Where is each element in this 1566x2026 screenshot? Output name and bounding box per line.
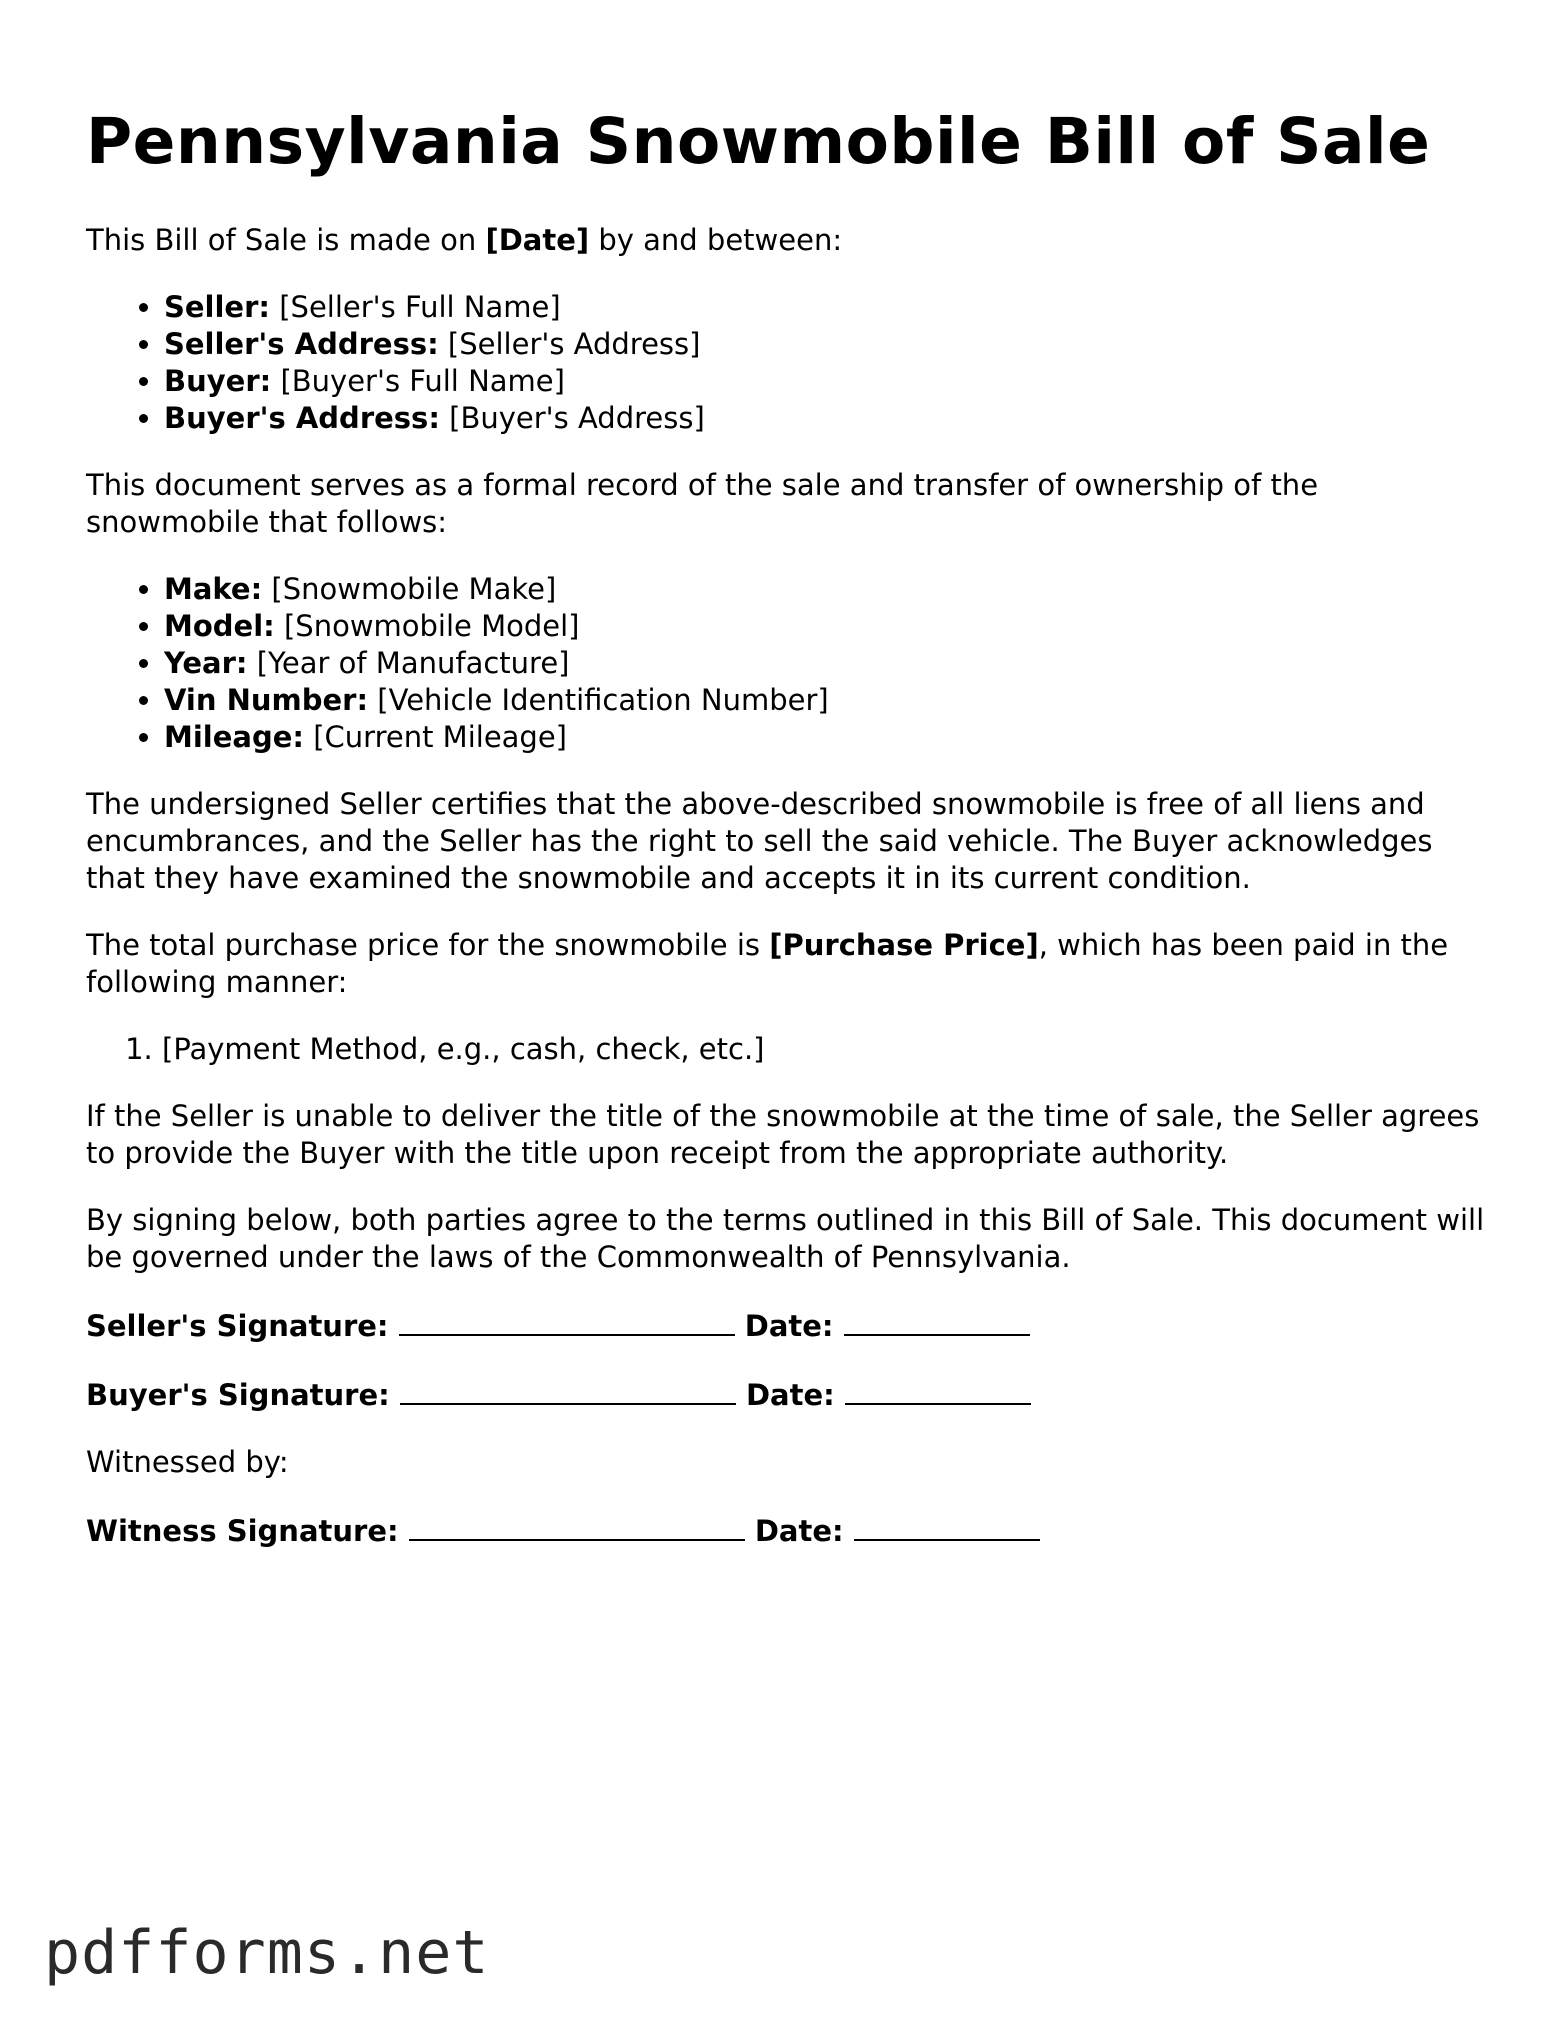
seller-date-label: Date:: [744, 1308, 834, 1343]
vin-value: [Vehicle Identification Number]: [368, 682, 829, 717]
model-label: Model:: [164, 608, 275, 643]
list-item: [164, 682, 1486, 719]
list-item: [164, 571, 1486, 608]
witness-signature-line[interactable]: [409, 1511, 745, 1541]
witness-signature-row: [86, 1511, 1486, 1550]
document-page: [86, 104, 1486, 1580]
list-item: [164, 363, 1486, 400]
seller-address-value: [Seller's Address]: [438, 326, 701, 361]
list-item: 1. [Payment Method, e.g., cash, check, etc.]: [162, 1031, 1486, 1068]
seller-signature-label: Seller's Signature:: [86, 1308, 389, 1343]
intro-suffix: by and between:: [589, 222, 843, 257]
list-item: [164, 608, 1486, 645]
seller-signature-line[interactable]: [399, 1306, 735, 1336]
model-value: [Snowmobile Model]: [274, 608, 580, 643]
title-delivery-paragraph: If the Seller is unable to deliver the title of the snowmobile at the time of sale, the Seller agrees to provide the Buyer with the title upon receipt from the appropriate authority.: [86, 1098, 1480, 1170]
price-placeholder: [Purchase Price]: [769, 927, 1039, 962]
year-value: [Year of Manufacture]: [247, 645, 570, 680]
intro-paragraph: [86, 222, 1486, 259]
list-item: [164, 400, 1486, 437]
vehicle-list: [86, 571, 1486, 756]
price-suffix: , which has been paid in the following manner:: [86, 927, 1449, 999]
price-prefix: The total purchase price for the snowmobile is: [86, 927, 770, 962]
make-label: Make:: [164, 571, 263, 606]
buyer-address-value: [Buyer's Address]: [439, 400, 705, 435]
buyer-date-line[interactable]: [845, 1375, 1031, 1405]
list-item: [164, 289, 1486, 326]
mileage-value: [Current Mileage]: [304, 719, 567, 754]
document-title: Pennsylvania Snowmobile Bill of Sale: [86, 105, 1431, 178]
buyer-label: Buyer:: [164, 363, 272, 398]
list-item: [164, 326, 1486, 363]
buyer-address-label: Buyer's Address:: [164, 400, 440, 435]
list-item: [164, 719, 1486, 756]
payment-list: [86, 1031, 1486, 1068]
buyer-value: [Buyer's Full Name]: [271, 363, 565, 398]
parties-list: [86, 289, 1486, 437]
seller-address-label: Seller's Address:: [164, 326, 439, 361]
mileage-label: Mileage:: [164, 719, 305, 754]
record-statement: This document serves as a formal record of the sale and transfer of ownership of the snowmobile that follows:: [86, 467, 1319, 539]
vin-label: Vin Number:: [164, 682, 369, 717]
year-label: Year:: [164, 645, 248, 680]
buyer-signature-label: Buyer's Signature:: [86, 1377, 390, 1412]
certification-paragraph: The undersigned Seller certifies that the above-described snowmobile is free of all liens and encumbrances, and the Seller has the right to sell the said vehicle. The Buyer acknowledges that they have examined the snowmobile and accepts it in its current condition.: [86, 786, 1433, 895]
witnessed-by: Witnessed by:: [86, 1444, 289, 1479]
seller-signature-row: [86, 1306, 1486, 1345]
seller-date-line[interactable]: [844, 1306, 1030, 1336]
witness-signature-label: Witness Signature:: [86, 1513, 399, 1548]
witness-date-line[interactable]: [854, 1511, 1040, 1541]
make-value: [Snowmobile Make]: [262, 571, 557, 606]
intro-prefix: This Bill of Sale is made on: [86, 222, 486, 257]
seller-label: Seller:: [164, 289, 271, 324]
date-placeholder: [Date]: [485, 222, 590, 257]
buyer-signature-line[interactable]: [400, 1375, 736, 1405]
price-paragraph: [86, 927, 1486, 1001]
list-item: [164, 645, 1486, 682]
buyer-signature-row: [86, 1375, 1486, 1414]
seller-value: [Seller's Full Name]: [270, 289, 561, 324]
buyer-date-label: Date:: [745, 1377, 835, 1412]
governing-paragraph: By signing below, both parties agree to the terms outlined in this Bill of Sale. This document will be governed under the laws of the Commonwealth of Pennsylvania.: [86, 1202, 1485, 1274]
watermark-logo: pdfforms.net: [44, 1918, 490, 1988]
witness-date-label: Date:: [754, 1513, 844, 1548]
